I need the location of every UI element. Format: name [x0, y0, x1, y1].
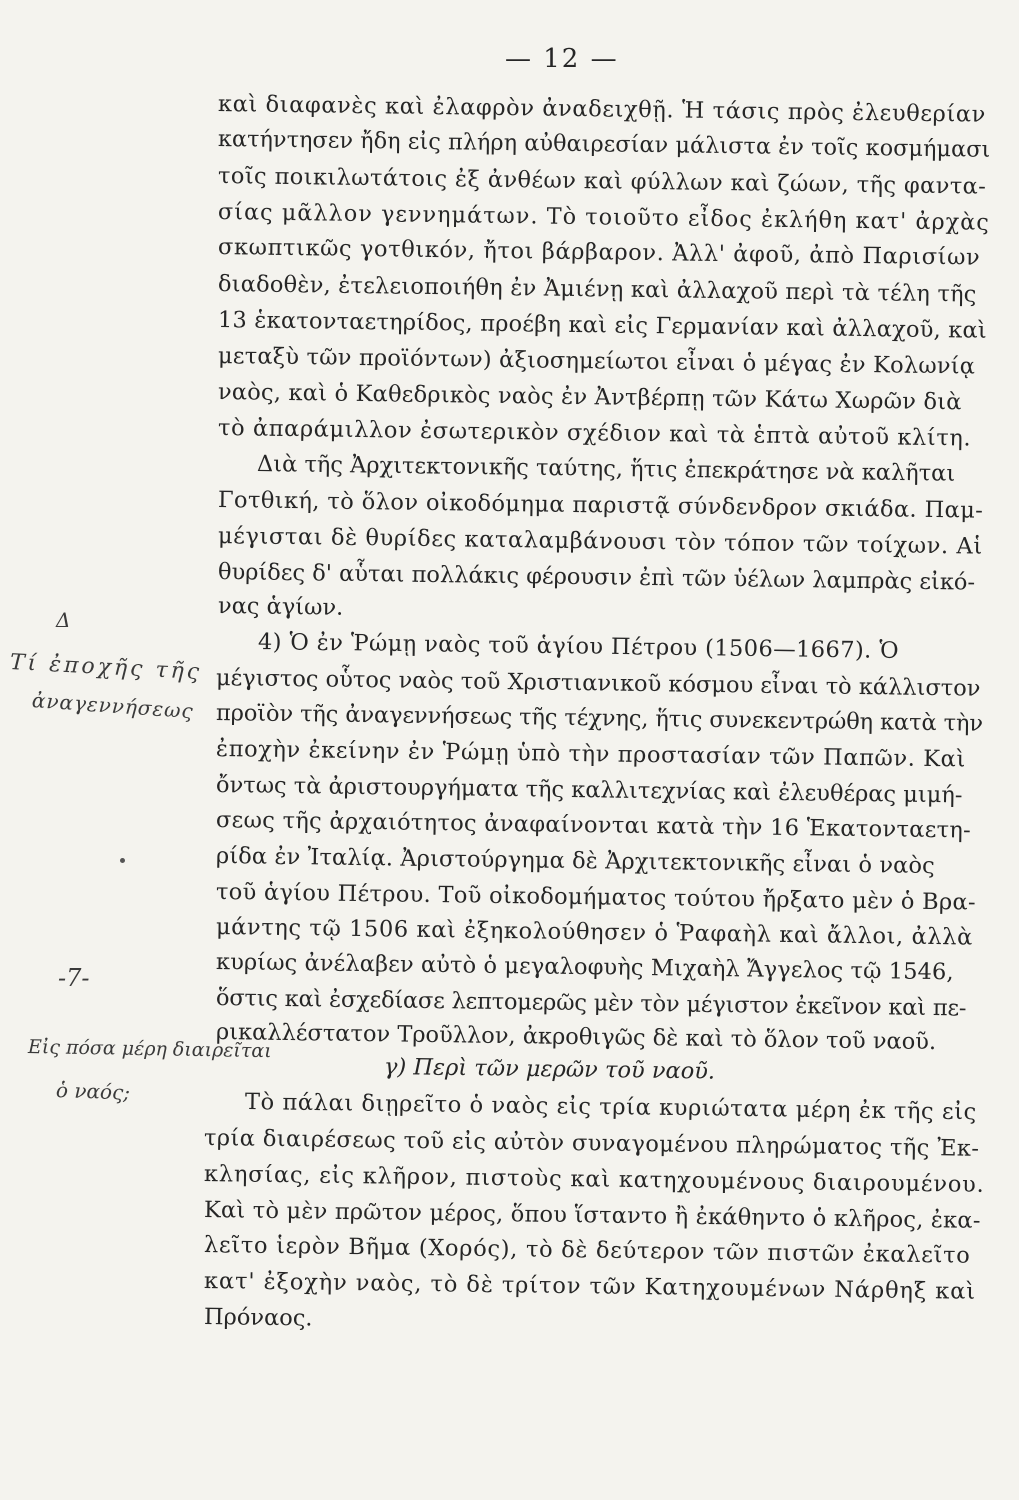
text-line: ρικαλλέστατον Τροῦλλον, ἀκροθιγῶς δὲ καὶ τὸ ὅλον τοῦ ναοῦ.: [215, 1019, 937, 1056]
margin-note: -7-: [58, 964, 90, 992]
text-line: Καὶ τὸ μὲν πρῶτον μέρος, ὅπου ἵσταντο ἢ ἐκάθηντο ὁ κλῆρος, ἐκα-: [203, 1197, 981, 1234]
text-line: τοῦ ἁγίου Πέτρου. Τοῦ οἰκοδομήματος τούτου ἤρξατο μὲν ὁ Βρα-: [215, 879, 977, 916]
text-line: 13 ἑκατονταετηρίδος, προέβη καὶ εἰς Γερμανίαν καὶ ἀλλαχοῦ, καὶ: [217, 307, 988, 344]
page-number: — 12 —: [505, 44, 619, 74]
margin-note: Τί ἐποχῆς τῆς: [9, 650, 203, 686]
text-line: νας ἁγίων.: [217, 593, 344, 621]
text-line: Τὸ πάλαι διῃρεῖτο ὁ ναὸς εἰς τρία κυριώτατα μέρη ἐκ τῆς εἰς: [244, 1089, 978, 1126]
text-line: σίας μᾶλλον γεννημάτων. Τὸ τοιοῦτο εἶδος ἐκλήθη κατ' ἀρχὰς: [217, 199, 991, 236]
text-line: λεῖτο ἱερὸν Βῆμα (Χορός), τὸ δὲ δεύτερον τῶν πιστῶν ἐκαλεῖτο: [203, 1232, 971, 1269]
text-line: Διὰ τῆς Ἀρχιτεκτονικῆς ταύτης, ἥτις ἐπεκράτησε νὰ καλῆται: [256, 451, 956, 487]
text-line: μεταξὺ τῶν προϊόντων) ἀξιοσημείωτοι εἶναι ὁ μέγας ἐν Κολωνίᾳ: [217, 343, 976, 380]
text-line: μέγισται δὲ θυρίδες καταλαμβάνουσι τὸν τόπον τῶν τοίχων. Αἱ: [217, 523, 983, 560]
text-line: σκωπτικῶς γοτθικόν, ἤτοι βάρβαρον. Ἀλλ' ἀφοῦ, ἀπὸ Παρισίων: [217, 234, 981, 271]
text-line: κλησίας, εἰς κλῆρον, πιστοὺς καὶ κατηχουμένους διαιρουμένου.: [203, 1161, 985, 1198]
margin-note: ἀναγεννήσεως: [31, 688, 195, 724]
text-line: Γοτθική, τὸ ὅλον οἰκοδόμημα παριστᾷ σύνδενδρον σκιάδα. Παμ-: [217, 487, 984, 524]
text-line: μέγιστος οὗτος ναὸς τοῦ Χριστιανικοῦ κόσμου εἶναι τὸ κάλλιστον: [215, 665, 981, 702]
text-line: ἐποχὴν ἐκείνην ἐν Ῥώμῃ ὑπὸ τὴν προστασίαν τῶν Παπῶν. Καὶ: [215, 736, 967, 773]
text-line: ὄντως τὰ ἀριστουργήματα τῆς καλλιτεχνίας καὶ ἐλευθέρας μιμή-: [215, 772, 963, 809]
text-line: κατήντησεν ἤδη εἰς πλήρη αὐθαιρεσίαν μάλιστα ἐν τοῖς κοσμήμασι: [217, 126, 991, 163]
text-line: τρία διαιρέσεως τοῦ εἰς αὐτὸν συναγομένου πληρώματος τῆς Ἐκ-: [203, 1125, 980, 1162]
section-heading-line: 4) Ὁ ἐν Ῥώμῃ ναὸς τοῦ ἁγίου Πέτρου (1506—1667). Ὁ: [257, 629, 900, 664]
text-line: ναὸς, καὶ ὁ Καθεδρικὸς ναὸς ἐν Ἀντβέρπῃ τῶν Κάτω Χωρῶν διὰ: [217, 379, 962, 416]
subsection-heading: γ) Περὶ τῶν μερῶν τοῦ ναοῦ.: [383, 1054, 716, 1085]
text-line: θυρίδες δ' αὗται πολλάκις φέρουσιν ἐπὶ τῶν ὑέλων λαμπρὰς εἰκό-: [217, 559, 976, 596]
text-line: ρίδα ἐν Ἰταλίᾳ. Ἀριστούργημα δὲ Ἀρχιτεκτονικῆς εἶναι ὁ ναὸς: [215, 843, 935, 880]
text-line: τὸ ἀπαράμιλλον ἐσωτερικὸν σχέδιον καὶ τὰ ἑπτὰ αὐτοῦ κλίτη.: [217, 415, 972, 452]
margin-note: ὁ ναός;: [55, 1078, 131, 1105]
text-line: σεως τῆς ἀρχαιότητος ἀναφαίνονται κατὰ τὴν 16 Ἑκατονταετη-: [215, 807, 972, 844]
text-line: τοῖς ποικιλωτάτοις ἐξ ἀνθέων καὶ φύλλων καὶ ζώων, τῆς φαντα-: [217, 163, 987, 200]
text-line: μάντης τῷ 1506 καὶ ἐξηκολούθησεν ὁ Ῥαφαὴλ καὶ ἄλλοι, ἀλλὰ: [215, 914, 974, 951]
margin-note: Εἰς πόσα μέρη διαιρεῖται: [27, 1036, 272, 1063]
text-line: κατ' ἐξοχὴν ναὸς, τὸ δὲ τρίτον τῶν Κατηχουμένων Νάρθηξ καὶ: [203, 1268, 977, 1305]
margin-note: Δ: [56, 608, 71, 632]
text-line: διαδοθὲν, ἐτελειοποιήθη ἐν Ἀμιένῃ καὶ ἀλλαχοῦ περὶ τὰ τέλη τῆς: [217, 271, 977, 308]
stray-ink-mark: [120, 858, 125, 863]
text-line: κυρίως ἀνέλαβεν αὐτὸ ὁ μεγαλοφυὴς Μιχαὴλ Ἄγγελος τῷ 1546,: [215, 949, 954, 986]
text-line: ὅστις καὶ ἐσχεδίασε λεπτομερῶς μὲν τὸν μέγιστον ἐκεῖνον καὶ πε-: [215, 985, 967, 1022]
text-line: Πρόναος.: [203, 1304, 313, 1332]
text-line: προϊὸν τῆς ἀναγεννήσεως τῆς τέχνης, ἥτις συνεκεντρώθη κατὰ τὴν: [215, 700, 984, 737]
text-line: καὶ διαφανὲς καὶ ἐλαφρὸν ἀναδειχθῇ. Ἡ τάσις πρὸς ἐλευθερίαν: [217, 91, 987, 128]
